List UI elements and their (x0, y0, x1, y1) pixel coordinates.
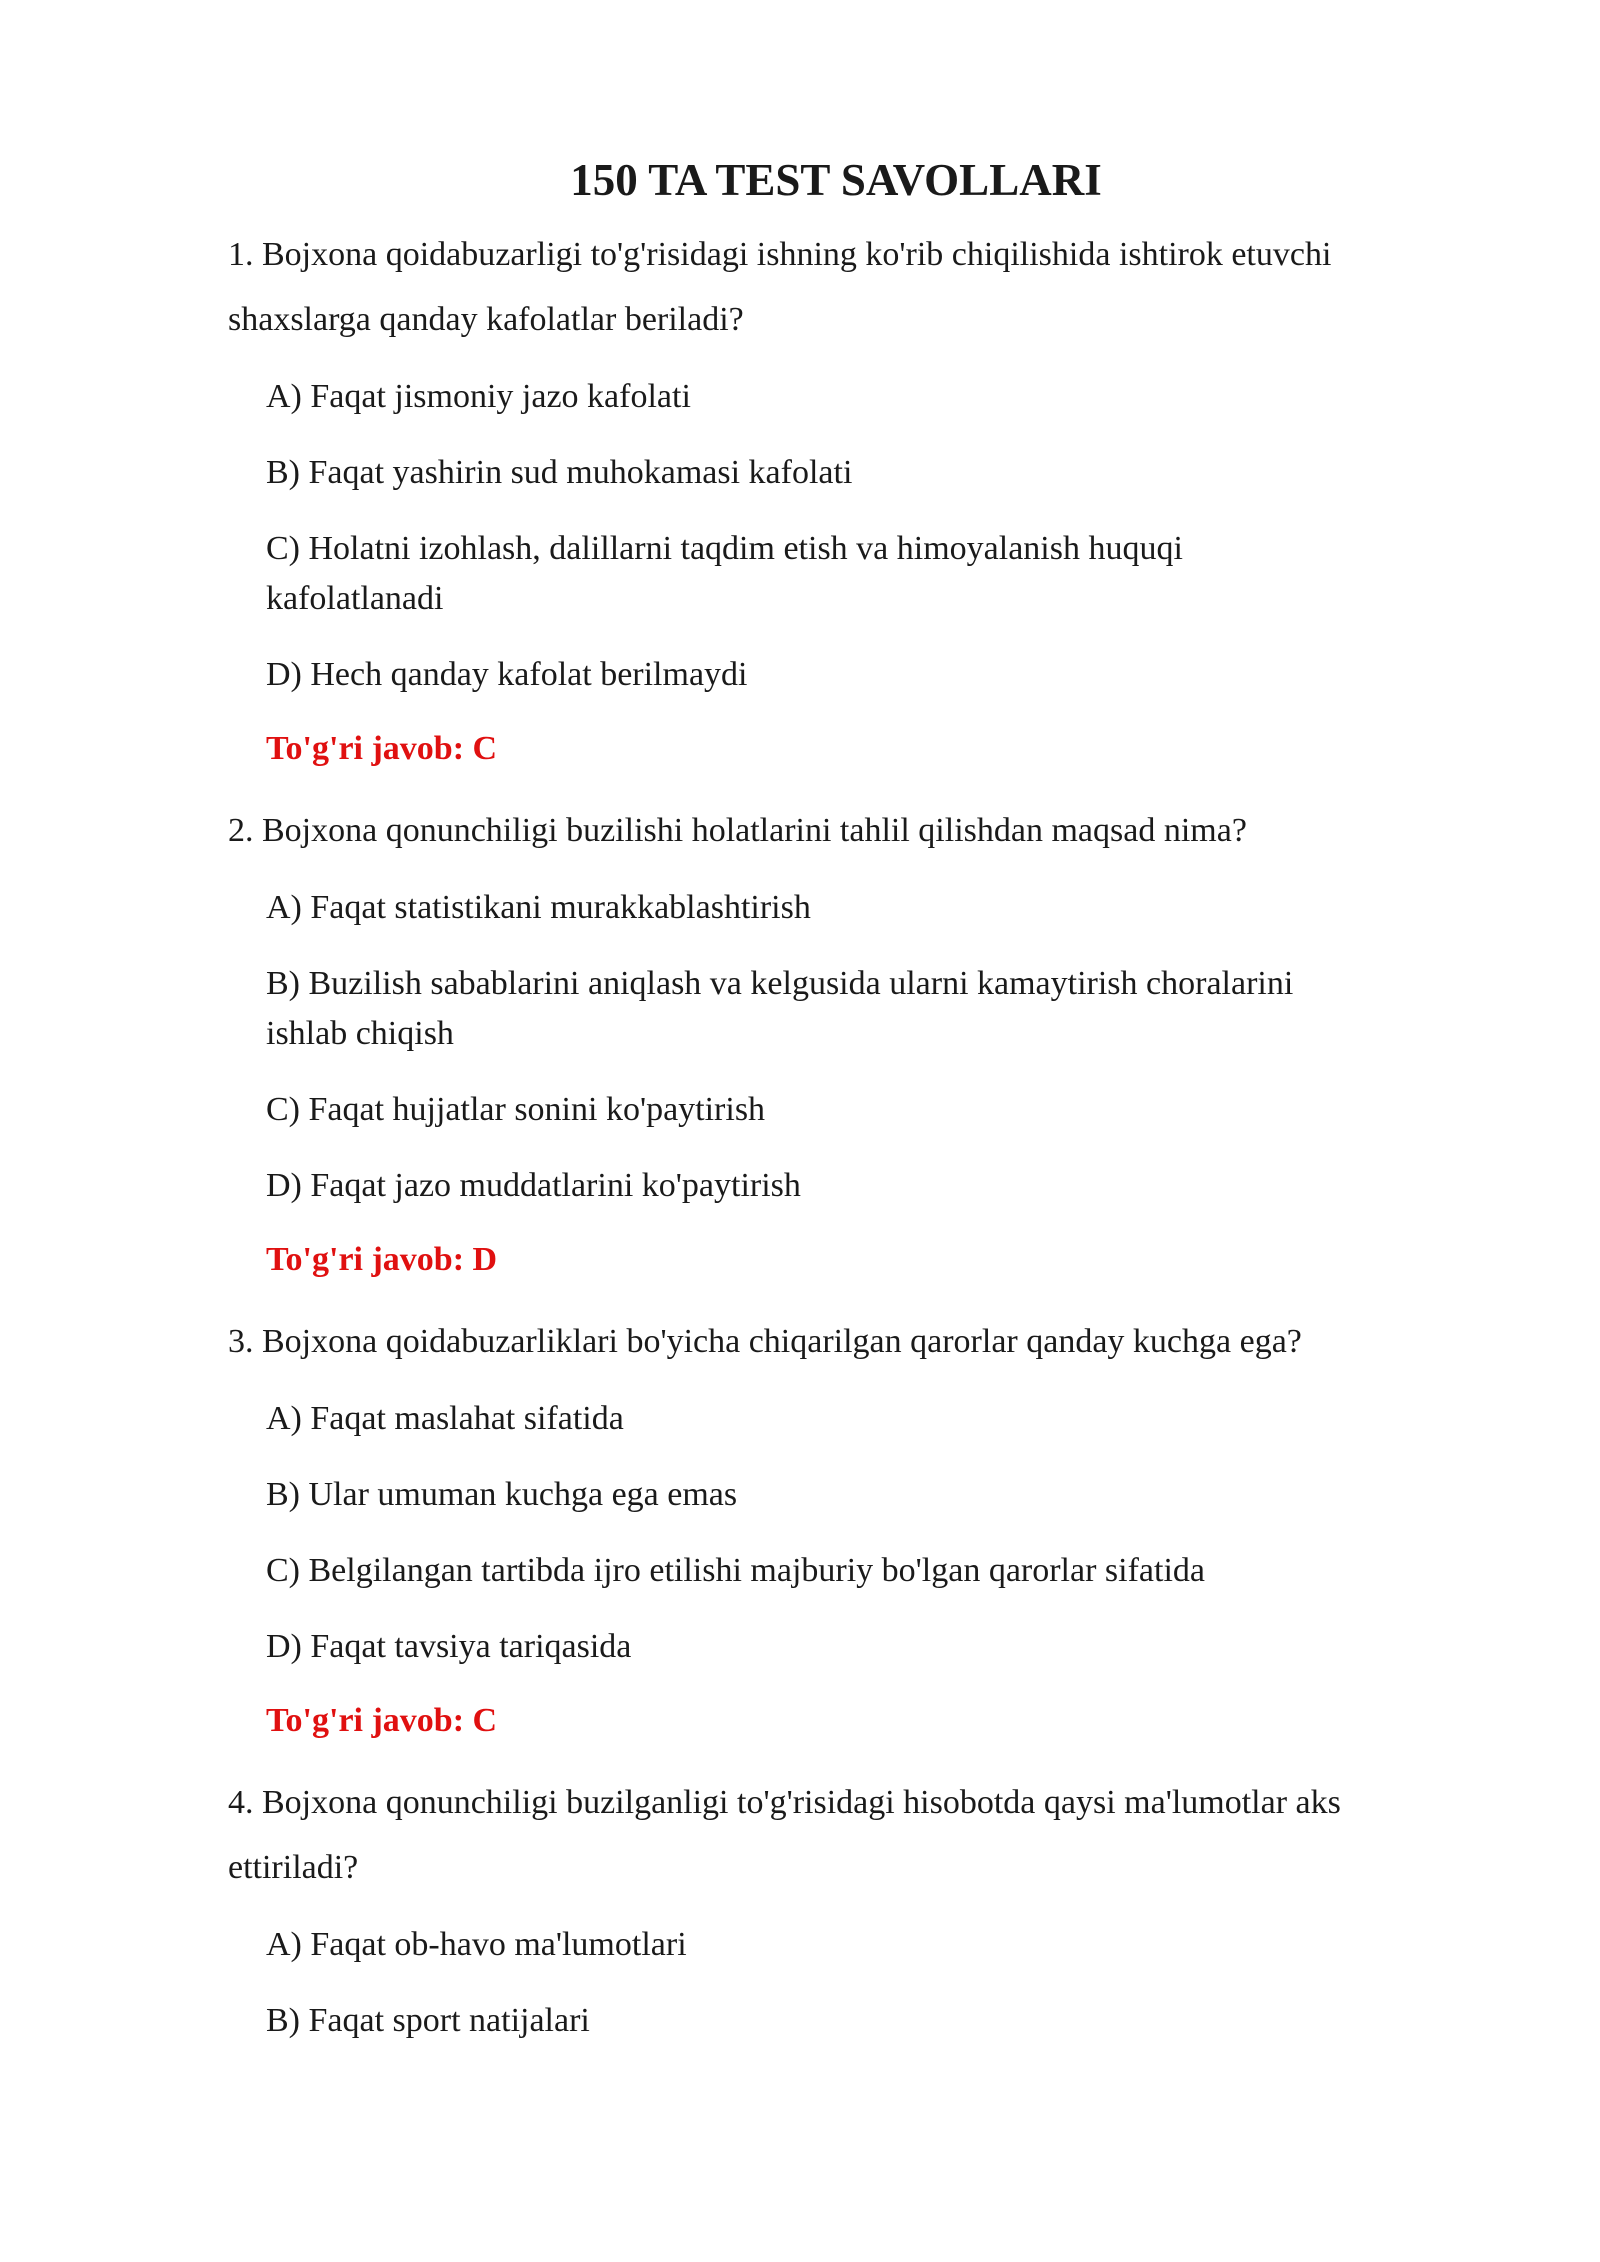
option-c: C) Belgilangan tartibda ijro etilishi majburiy bo'lgan qarorlar sifatida (266, 1552, 1205, 1589)
option-d: D) Faqat jazo muddatlarini ko'paytirish (266, 1167, 801, 1204)
question-3 (228, 1309, 1460, 1746)
question-text: 3. Bojxona qoidabuzarliklari bo'yicha chiqarilgan qarorlar qanday kuchga ega? (228, 1323, 1302, 1360)
option-a: A) Faqat statistikani murakkablashtirish (266, 889, 811, 926)
option-b: B) Buzilish sabablarini aniqlash va kelgusida ularni kamaytirish choralarini ishlab chiqish (266, 965, 1294, 1052)
option-a: A) Faqat maslahat sifatida (266, 1400, 624, 1437)
question-text: 4. Bojxona qonunchiligi buzilganligi to'g'risidagi hisobotda qaysi ma'lumotlar aks ettiriladi? (228, 1784, 1341, 1886)
options-list (228, 1394, 1460, 1672)
option-b: B) Faqat sport natijalari (266, 2002, 590, 2039)
options-list (228, 883, 1460, 1211)
options-list (228, 372, 1460, 700)
question-text: 2. Bojxona qonunchiligi buzilishi holatlarini tahlil qilishdan maqsad nima? (228, 812, 1247, 849)
page-title: 150 TA TEST SAVOLLARI (570, 155, 1102, 205)
options-list (228, 1920, 1460, 2046)
option-c: C) Faqat hujjatlar sonini ko'paytirish (266, 1091, 766, 1128)
option-b: B) Faqat yashirin sud muhokamasi kafolati (266, 454, 853, 491)
option-d: D) Hech qanday kafolat berilmaydi (266, 656, 748, 693)
question-1 (228, 222, 1460, 774)
correct-answer: To'g'ri javob: C (266, 1702, 498, 1739)
correct-answer: To'g'ri javob: C (266, 730, 498, 767)
question-text: 1. Bojxona qoidabuzarligi to'g'risidagi ishning ko'rib chiqilishida ishtirok etuvchi shaxslarga qanday kafolatlar beriladi? (228, 236, 1332, 338)
option-b: B) Ular umuman kuchga ega emas (266, 1476, 738, 1513)
option-c: C) Holatni izohlash, dalillarni taqdim etish va himoyalanish huquqi kafolatlanadi (266, 530, 1183, 617)
question-4 (228, 1770, 1460, 2046)
correct-answer: To'g'ri javob: D (266, 1241, 498, 1278)
option-a: A) Faqat jismoniy jazo kafolati (266, 378, 691, 415)
option-a: A) Faqat ob-havo ma'lumotlari (266, 1926, 687, 1963)
question-2 (228, 798, 1460, 1285)
option-d: D) Faqat tavsiya tariqasida (266, 1628, 632, 1665)
